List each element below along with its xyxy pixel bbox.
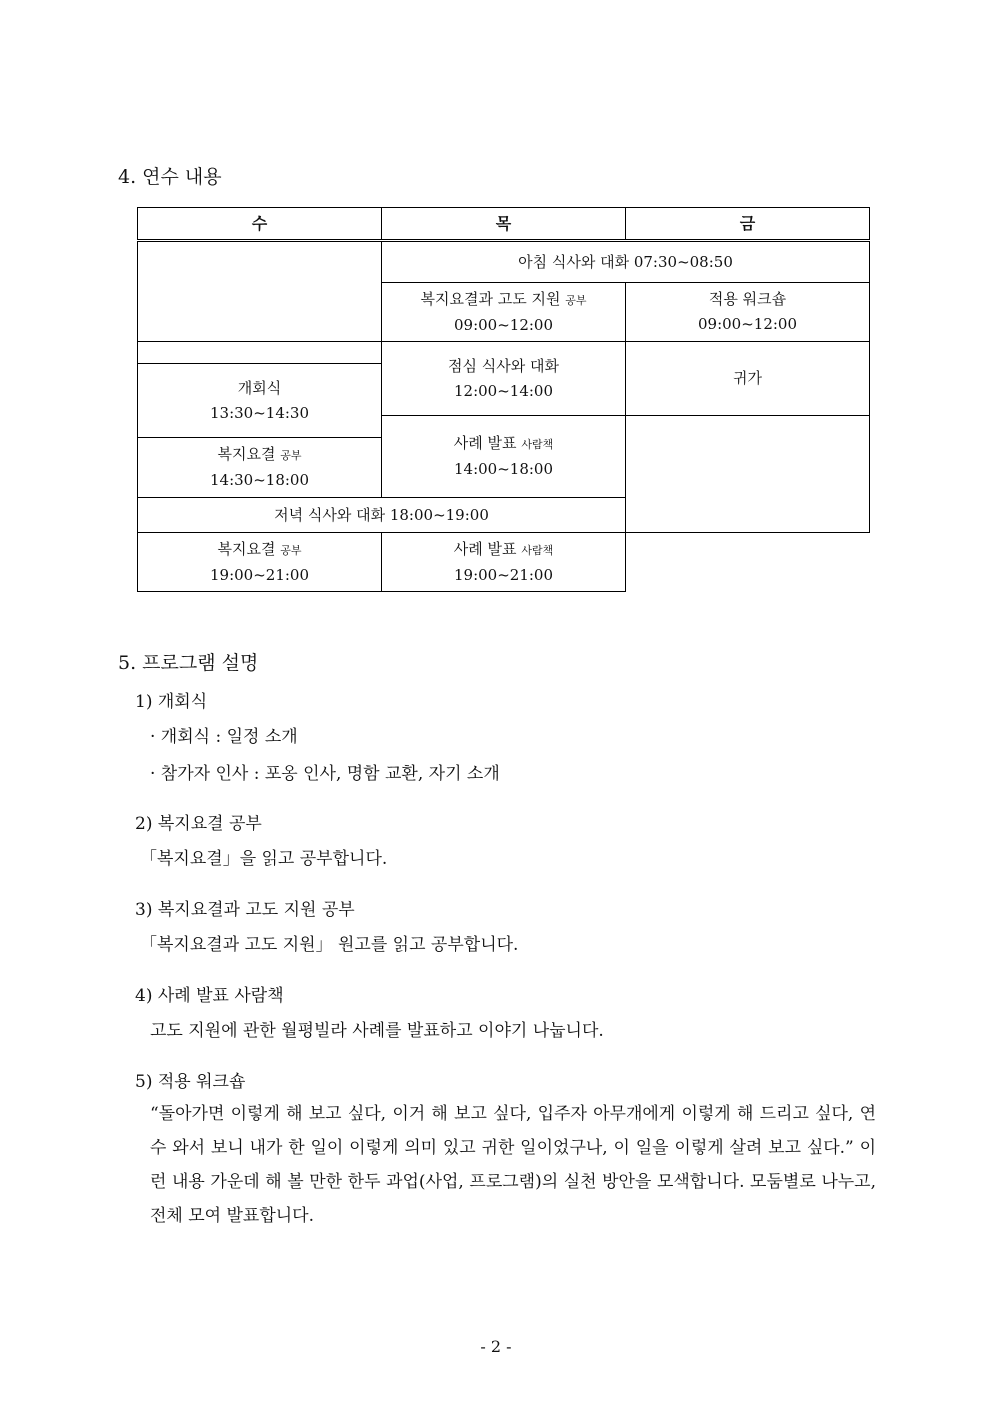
thu-lunch-cell: 점심 식사와 대화 12:00~14:00 [382, 342, 626, 416]
page-number: - 2 - [480, 1337, 512, 1356]
item-1-line-2: · 참가자 인사 : 포옹 인사, 명함 교환, 자기 소개 [150, 764, 500, 784]
item-2-line-1: 「복지요결」을 읽고 공부합니다. [140, 849, 388, 869]
item-1-heading: 1) 개회식 [135, 692, 208, 712]
wed-opening-cell: 개회식 13:30~14:30 [138, 364, 382, 438]
item-4-heading: 4) 사례 발표 사람책 [135, 986, 284, 1006]
item-3-heading: 3) 복지요결과 고도 지원 공부 [135, 900, 355, 920]
item-5-paragraph: “돌아가면 이렇게 해 보고 싶다, 이거 해 보고 싶다, 입주자 아무개에게 이렇게 해 드리고 싶다, 연수 와서 보니 내가 한 일이 이렇게 의미 있고 귀한 일이었구나, 이 일을 이렇게 살려 보고 싶다.” 이런 내용 가운데 해 볼 만한 한두 과업(사업, 프로그램)의 실천 방안을 모색합니다. 모둠별로 나누고, 전체 모여 발표합니다. [150, 1104, 876, 1226]
fri-empty-cell [626, 416, 870, 533]
header-wed: 수 [138, 208, 382, 241]
fri-morning-cell: 적용 워크숍 09:00~12:00 [626, 283, 870, 342]
item-3-line-1: 「복지요결과 고도 지원」 원고를 읽고 공부합니다. [140, 935, 519, 955]
item-4-line-1: 고도 지원에 관한 월평빌라 사례를 발표하고 이야기 나눕니다. [150, 1021, 604, 1041]
item-5-heading: 5) 적용 워크숍 [135, 1072, 246, 1092]
fri-afternoon-cell: 귀가 [626, 342, 870, 416]
wed-evening-cell: 복지요결 공부 19:00~21:00 [138, 533, 382, 592]
thu-case-cell: 사례 발표 사람책 14:00~18:00 [382, 416, 626, 498]
empty-cell-wed-morning [138, 241, 382, 342]
section-5-title: 5. 프로그램 설명 [118, 652, 259, 674]
header-fri: 금 [626, 208, 870, 241]
wed-study-cell: 복지요결 공부 14:30~18:00 [138, 438, 382, 498]
section-4-title: 4. 연수 내용 [118, 166, 222, 188]
schedule-table [137, 207, 870, 592]
thu-morning-cell: 복지요결과 고도 지원 공부 09:00~12:00 [382, 283, 626, 342]
header-thu: 목 [382, 208, 626, 241]
item-1-line-1: · 개회식 : 일정 소개 [150, 727, 298, 747]
wed-pre-opening-cell [138, 342, 382, 364]
dinner-cell: 저녁 식사와 대화 18:00~19:00 [138, 498, 626, 533]
thu-evening-cell: 사례 발표 사람책 19:00~21:00 [382, 533, 626, 592]
breakfast-cell: 아침 식사와 대화 07:30~08:50 [382, 241, 870, 283]
item-2-heading: 2) 복지요결 공부 [135, 814, 262, 834]
